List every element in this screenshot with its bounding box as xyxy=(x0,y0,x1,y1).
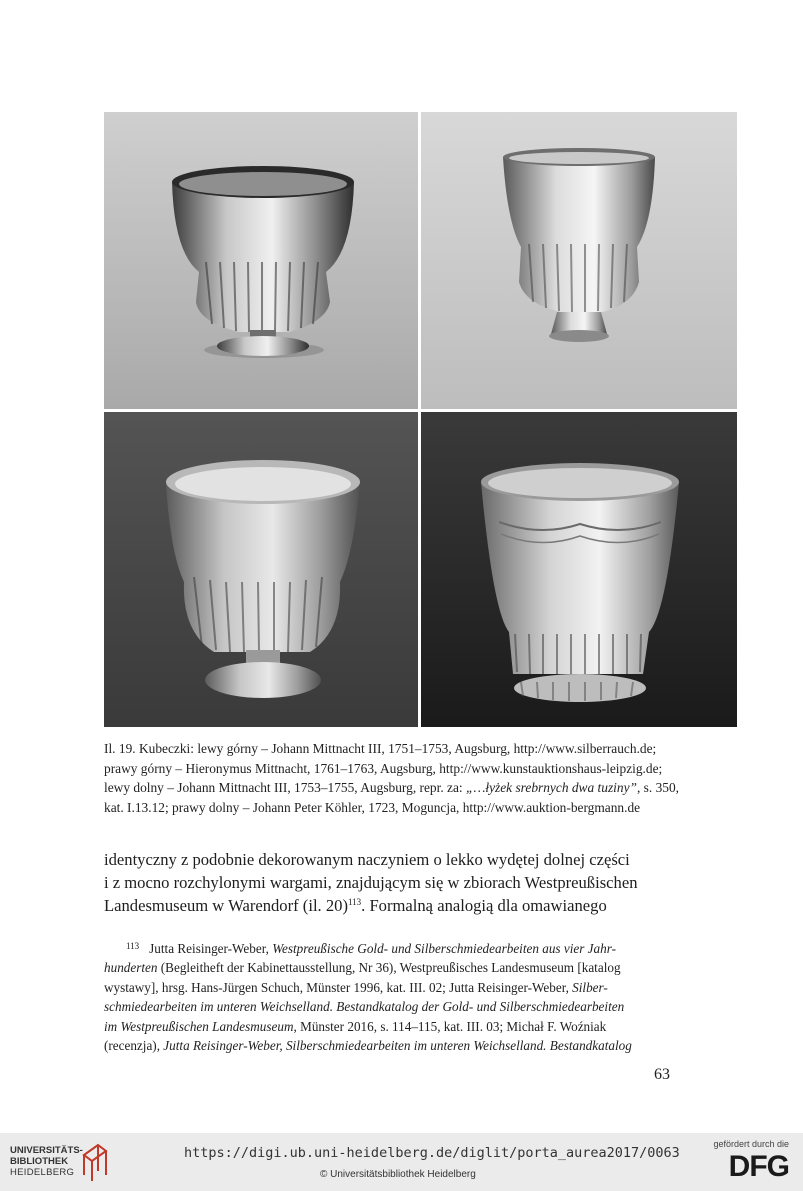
cup-image-2 xyxy=(421,112,737,409)
body-line-3 xyxy=(104,894,704,917)
footnote-113 xyxy=(104,937,674,1055)
caption-line-3 xyxy=(104,778,744,798)
library-logo-text[interactable] xyxy=(10,1145,83,1178)
funding-note: gefördert durch die xyxy=(713,1139,789,1149)
footnote-line-5 xyxy=(104,1017,674,1036)
body-line-1: identyczny z podobnie dekorowanym naczyniem o lekko wydętej dolnej części xyxy=(104,850,630,869)
footnote-ref-113[interactable]: 113 xyxy=(347,897,362,907)
footnote-l3-i: Silber- xyxy=(572,979,608,995)
source-url-link[interactable]: https://digi.ub.uni-heidelberg.de/diglit/porta_aurea2017/0063 xyxy=(184,1145,680,1161)
footer-bar xyxy=(0,1133,803,1191)
footnote-l2-i: hunderten xyxy=(104,960,158,976)
cup-image-3 xyxy=(104,412,418,727)
footnote-l3: wystawy], hrsg. Hans-Jürgen Schuch, Münster 1996, kat. III. 02; Jutta Reisinger-Weber, xyxy=(104,979,573,995)
library-line-1: UNIVERSITÄTS- xyxy=(10,1145,83,1156)
caption-line-1: Il. 19. Kubeczki: lewy górny – Johann Mittnacht III, 1751–1753, Augsburg, http://www.silberrauch.de; xyxy=(104,741,657,756)
library-line-3: HEIDELBERG xyxy=(10,1167,75,1178)
footnote-line-3 xyxy=(104,978,674,997)
photo-upper-right xyxy=(421,112,737,409)
footnote-line-4 xyxy=(104,997,674,1016)
caption-line-3-a: lewy dolny – Johann Mittnacht III, 1753–1755, Augsburg, repr. za: xyxy=(104,780,466,796)
dfg-logo[interactable]: DFG xyxy=(728,1150,789,1183)
cup-image-1 xyxy=(104,112,418,409)
copyright-notice: © Universitätsbibliothek Heidelberg xyxy=(320,1169,476,1180)
caption-line-3-italic: „…łyżek srebrnych dwa tuziny” xyxy=(466,780,637,796)
cup-image-4 xyxy=(421,412,737,727)
footnote-l1-i: Westpreußische Gold- und Silberschmiedearbeiten aus vier Jahr- xyxy=(272,941,616,956)
library-line-2: BIBLIOTHEK xyxy=(10,1156,69,1167)
footnote-l1-a: Jutta Reisinger-Weber, xyxy=(149,941,273,956)
body-line-3-b: . Formalną analogią dla omawianego xyxy=(361,896,607,915)
caption-line-2: prawy górny – Hieronymus Mittnacht, 1761–1763, Augsburg, http://www.kunstauktionshaus-leipzig.de; xyxy=(104,760,663,776)
body-paragraph xyxy=(104,848,704,917)
caption-line-3-b: , s. 350, xyxy=(636,780,680,796)
figure-caption xyxy=(104,739,744,817)
library-logo-icon xyxy=(80,1141,110,1183)
footnote-line-6 xyxy=(104,1036,674,1055)
footnote-l4-i: schmiedearbeiten im unteren Weichselland. Bestandkatalog der Gold- und Silberschmiedearbeiten xyxy=(104,999,625,1015)
page-number: 63 xyxy=(654,1066,670,1083)
footnote-line-1 xyxy=(104,937,674,958)
footnote-l6-i: Jutta Reisinger-Weber, Silberschmiedearbeiten im unteren Weichselland. Bestandkatalog xyxy=(163,1038,632,1054)
footnote-l5-b: , Münster 2016, s. 114–115, kat. III. 03; Michał F. Woźniak xyxy=(293,1018,607,1034)
footnote-line-2 xyxy=(104,958,674,977)
photo-upper-left xyxy=(104,112,418,409)
footnote-l2-b: (Begleitheft der Kabinettausstellung, Nr 36), Westpreußisches Landesmuseum [katalog xyxy=(157,960,621,976)
caption-line-4: kat. I.13.12; prawy dolny – Johann Peter Köhler, 1723, Moguncja, http://www.auktion-bergmann.de xyxy=(104,799,641,815)
figure-grid xyxy=(104,112,737,727)
photo-lower-right xyxy=(421,412,737,727)
body-line-3-a: Landesmuseum w Warendorf (il. 20) xyxy=(104,896,348,915)
photo-lower-left xyxy=(104,412,418,727)
footnote-l6-a: (recenzja), xyxy=(104,1038,164,1054)
body-line-2: i z mocno rozchylonymi wargami, znajdującym się w zbiorach Westpreußischen xyxy=(104,873,638,892)
footnote-l5-i: im Westpreußischen Landesmuseum xyxy=(104,1018,294,1034)
footnote-number: 113 xyxy=(126,941,140,951)
